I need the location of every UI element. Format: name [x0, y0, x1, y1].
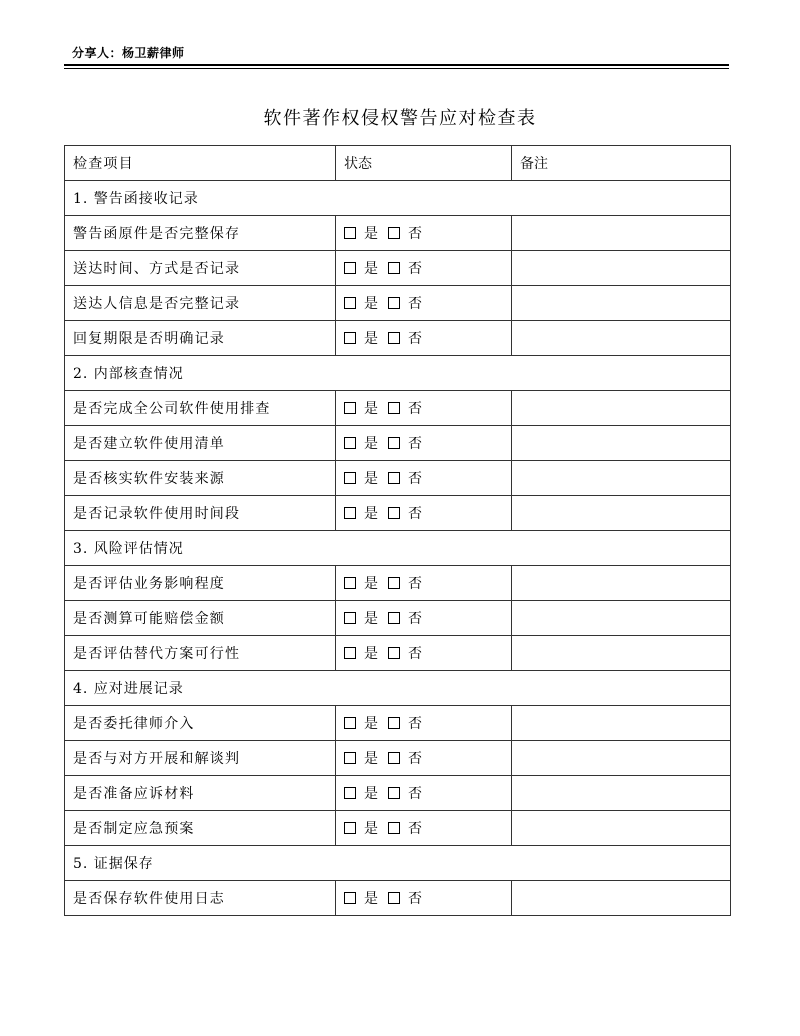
checklist-body	[65, 146, 731, 916]
status-cell	[336, 496, 512, 531]
column-header-item: 检查项目	[65, 146, 336, 181]
yes-checkbox[interactable]	[344, 717, 356, 729]
yes-checkbox[interactable]	[344, 472, 356, 484]
column-header-status: 状态	[336, 146, 512, 181]
header-rule-thick	[64, 64, 729, 66]
note-cell[interactable]	[512, 706, 731, 741]
check-item-label: 回复期限是否明确记录	[65, 321, 336, 356]
yes-label: 是	[364, 401, 378, 417]
check-item-label: 是否评估业务影响程度	[65, 566, 336, 601]
yes-label: 是	[364, 716, 378, 732]
no-checkbox[interactable]	[388, 787, 400, 799]
no-label: 否	[408, 576, 422, 592]
no-label: 否	[408, 401, 422, 417]
yes-label: 是	[364, 436, 378, 452]
status-cell	[336, 706, 512, 741]
yes-label: 是	[364, 471, 378, 487]
table-row	[65, 391, 731, 426]
section-title: 3. 风险评估情况	[65, 531, 731, 566]
section-row	[65, 671, 731, 706]
no-label: 否	[408, 436, 422, 452]
status-cell	[336, 881, 512, 916]
no-label: 否	[408, 506, 422, 522]
check-item-label: 是否完成全公司软件使用排查	[65, 391, 336, 426]
no-label: 否	[408, 821, 422, 837]
yes-label: 是	[364, 296, 378, 312]
no-checkbox[interactable]	[388, 332, 400, 344]
yes-checkbox[interactable]	[344, 752, 356, 764]
note-cell[interactable]	[512, 601, 731, 636]
no-checkbox[interactable]	[388, 402, 400, 414]
note-cell[interactable]	[512, 776, 731, 811]
yes-label: 是	[364, 821, 378, 837]
no-label: 否	[408, 611, 422, 627]
table-row	[65, 811, 731, 846]
no-checkbox[interactable]	[388, 612, 400, 624]
table-row	[65, 321, 731, 356]
check-item-label: 是否记录软件使用时间段	[65, 496, 336, 531]
section-row	[65, 356, 731, 391]
note-cell[interactable]	[512, 286, 731, 321]
status-cell	[336, 461, 512, 496]
status-cell	[336, 391, 512, 426]
check-item-label: 警告函原件是否完整保存	[65, 216, 336, 251]
yes-label: 是	[364, 786, 378, 802]
no-label: 否	[408, 751, 422, 767]
table-row	[65, 566, 731, 601]
no-checkbox[interactable]	[388, 717, 400, 729]
note-cell[interactable]	[512, 881, 731, 916]
document-header-sharer: 分享人：杨卫薪律师	[72, 46, 185, 60]
no-checkbox[interactable]	[388, 752, 400, 764]
note-cell[interactable]	[512, 566, 731, 601]
table-row	[65, 741, 731, 776]
note-cell[interactable]	[512, 741, 731, 776]
document-title: 软件著作权侵权警告应对检查表	[263, 108, 537, 129]
check-item-label: 送达人信息是否完整记录	[65, 286, 336, 321]
no-checkbox[interactable]	[388, 262, 400, 274]
yes-label: 是	[364, 506, 378, 522]
section-title: 5. 证据保存	[65, 846, 731, 881]
yes-checkbox[interactable]	[344, 577, 356, 589]
no-checkbox[interactable]	[388, 892, 400, 904]
yes-checkbox[interactable]	[344, 892, 356, 904]
note-cell[interactable]	[512, 496, 731, 531]
status-cell	[336, 741, 512, 776]
yes-label: 是	[364, 261, 378, 277]
no-checkbox[interactable]	[388, 507, 400, 519]
status-cell	[336, 566, 512, 601]
note-cell[interactable]	[512, 636, 731, 671]
table-row	[65, 496, 731, 531]
check-item-label: 是否建立软件使用清单	[65, 426, 336, 461]
table-row	[65, 426, 731, 461]
no-checkbox[interactable]	[388, 647, 400, 659]
note-cell[interactable]	[512, 461, 731, 496]
no-checkbox[interactable]	[388, 577, 400, 589]
yes-checkbox[interactable]	[344, 507, 356, 519]
note-cell[interactable]	[512, 811, 731, 846]
status-cell	[336, 321, 512, 356]
check-item-label: 是否评估替代方案可行性	[65, 636, 336, 671]
no-label: 否	[408, 296, 422, 312]
yes-label: 是	[364, 331, 378, 347]
table-row	[65, 706, 731, 741]
yes-checkbox[interactable]	[344, 787, 356, 799]
yes-label: 是	[364, 611, 378, 627]
yes-label: 是	[364, 751, 378, 767]
yes-checkbox[interactable]	[344, 262, 356, 274]
status-cell	[336, 286, 512, 321]
table-row	[65, 881, 731, 916]
section-row	[65, 181, 731, 216]
no-checkbox[interactable]	[388, 822, 400, 834]
note-cell[interactable]	[512, 321, 731, 356]
no-label: 否	[408, 261, 422, 277]
yes-checkbox[interactable]	[344, 822, 356, 834]
no-checkbox[interactable]	[388, 437, 400, 449]
no-label: 否	[408, 891, 422, 907]
status-cell	[336, 216, 512, 251]
no-checkbox[interactable]	[388, 227, 400, 239]
table-row	[65, 251, 731, 286]
status-cell	[336, 601, 512, 636]
check-item-label: 是否与对方开展和解谈判	[65, 741, 336, 776]
check-item-label: 是否核实软件安装来源	[65, 461, 336, 496]
note-cell[interactable]	[512, 216, 731, 251]
yes-checkbox[interactable]	[344, 227, 356, 239]
table-header-row	[65, 146, 731, 181]
status-cell	[336, 776, 512, 811]
section-title: 2. 内部核查情况	[65, 356, 731, 391]
no-label: 否	[408, 226, 422, 242]
check-item-label: 是否委托律师介入	[65, 706, 336, 741]
checklist-table	[64, 145, 731, 916]
yes-checkbox[interactable]	[344, 297, 356, 309]
note-cell[interactable]	[512, 426, 731, 461]
no-label: 否	[408, 331, 422, 347]
yes-checkbox[interactable]	[344, 612, 356, 624]
status-cell	[336, 251, 512, 286]
table-row	[65, 601, 731, 636]
yes-checkbox[interactable]	[344, 402, 356, 414]
check-item-label: 是否准备应诉材料	[65, 776, 336, 811]
check-item-label: 送达时间、方式是否记录	[65, 251, 336, 286]
section-title: 1. 警告函接收记录	[65, 181, 731, 216]
check-item-label: 是否测算可能赔偿金额	[65, 601, 336, 636]
yes-checkbox[interactable]	[344, 647, 356, 659]
status-cell	[336, 426, 512, 461]
check-item-label: 是否制定应急预案	[65, 811, 336, 846]
no-label: 否	[408, 716, 422, 732]
table-row	[65, 216, 731, 251]
yes-checkbox[interactable]	[344, 437, 356, 449]
yes-label: 是	[364, 646, 378, 662]
table-row	[65, 461, 731, 496]
yes-checkbox[interactable]	[344, 332, 356, 344]
no-checkbox[interactable]	[388, 297, 400, 309]
section-row	[65, 531, 731, 566]
table-row	[65, 776, 731, 811]
yes-label: 是	[364, 891, 378, 907]
no-label: 否	[408, 471, 422, 487]
table-row	[65, 636, 731, 671]
note-cell[interactable]	[512, 391, 731, 426]
column-header-note: 备注	[512, 146, 731, 181]
no-label: 否	[408, 646, 422, 662]
status-cell	[336, 811, 512, 846]
note-cell[interactable]	[512, 251, 731, 286]
section-row	[65, 846, 731, 881]
header-rule-thin	[64, 68, 729, 69]
check-item-label: 是否保存软件使用日志	[65, 881, 336, 916]
section-title: 4. 应对进展记录	[65, 671, 731, 706]
no-checkbox[interactable]	[388, 472, 400, 484]
no-label: 否	[408, 786, 422, 802]
status-cell	[336, 636, 512, 671]
table-row	[65, 286, 731, 321]
yes-label: 是	[364, 226, 378, 242]
yes-label: 是	[364, 576, 378, 592]
